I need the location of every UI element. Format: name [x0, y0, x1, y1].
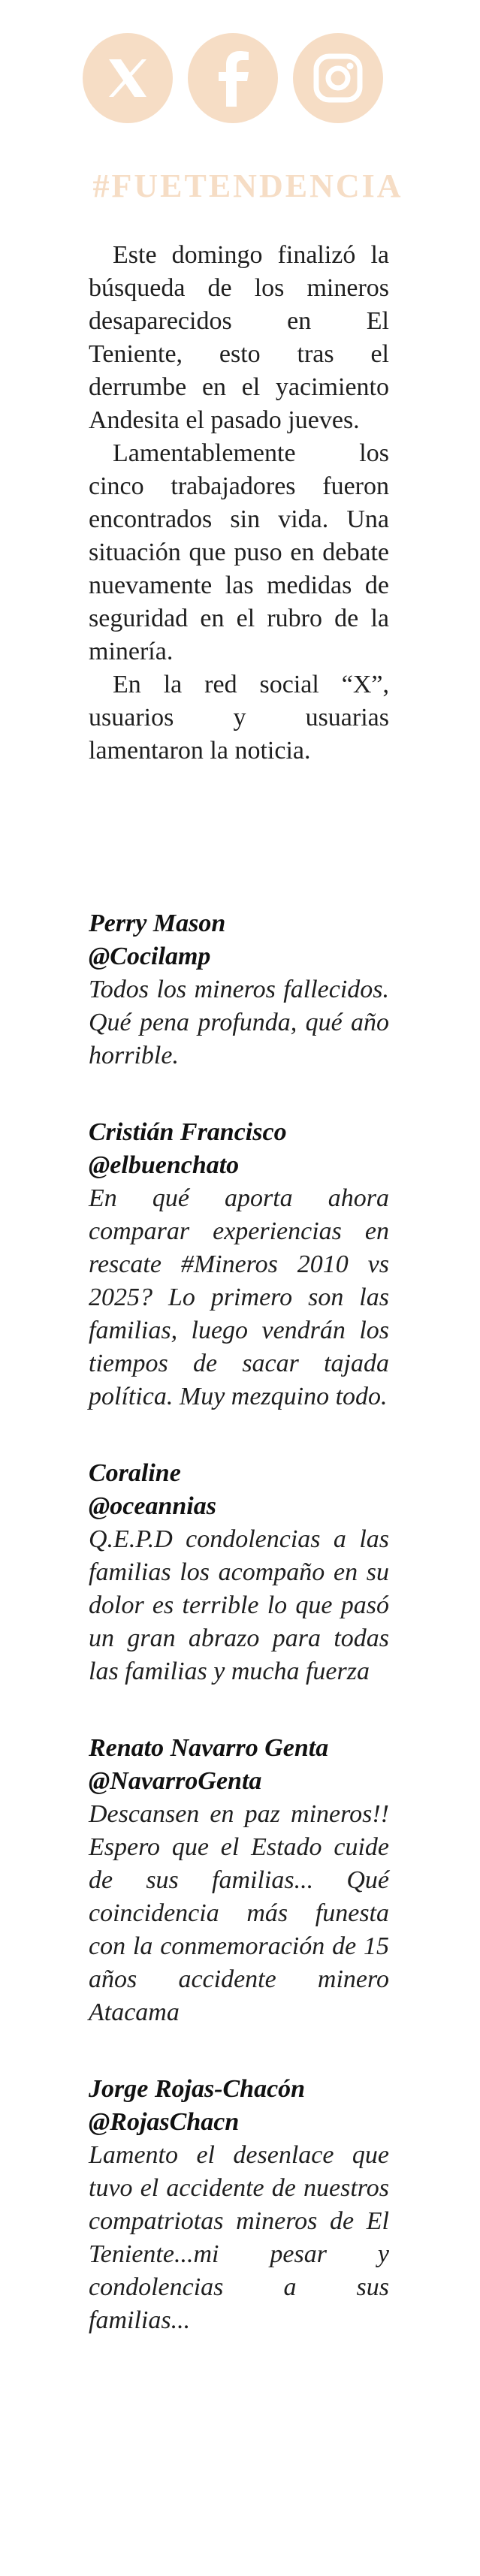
tweet-item	[89, 2073, 389, 2337]
x-icon[interactable]	[83, 33, 173, 123]
article-paragraph: Lamentablemente los cinco trabajadores fueron encontrados sin vida. Una situación que puso en debate nuevamente las medidas de seguridad en el rubro de la minería.	[89, 439, 389, 665]
article-paragraph: En la red social “X”, usuarios y usuarias lamentaron la noticia.	[89, 671, 389, 765]
social-icons	[83, 33, 383, 123]
tweet-author: Renato Navarro Genta	[89, 1734, 329, 1762]
tweet-author: Jorge Rojas-Chacón	[89, 2075, 306, 2103]
tweet-item	[89, 1116, 389, 1413]
tweet-handle: @Cocilamp	[89, 943, 211, 970]
tweet-author: Coraline	[89, 1459, 181, 1487]
facebook-icon[interactable]	[188, 33, 278, 123]
tweet-handle: @RojasChacn	[89, 2108, 240, 2136]
tweet-text: Lamento el desenlace que tuvo el accidente de nuestros compatriotas mineros de El Teniente...mi pesar y condolencias a sus familias...	[89, 2141, 389, 2334]
instagram-logo-glyph	[312, 52, 364, 104]
tweet-text: Q.E.P.D condolencias a las familias los acompaño en su dolor es terrible lo que pasó un gran abrazo para todas las familias y mucha fuerza	[89, 1525, 389, 1685]
tweet-item	[89, 1457, 389, 1688]
tweet-author: Cristián Francisco	[89, 1118, 287, 1146]
tweet-text: En qué aporta ahora comparar experiencias en rescate #Mineros 2010 vs 2025? Lo primero son las familias, luego vendrán los tiempos de sacar tajada política. Muy mezquino todo.	[89, 1184, 389, 1410]
tweet-handle: @oceannias	[89, 1492, 216, 1520]
tweet-text: Descansen en paz mineros!! Espero que el Estado cuide de sus familias... Qué coincidencia más funesta con la conmemoración de 15 años accidente minero Atacama	[89, 1800, 389, 2026]
tweet-list	[89, 907, 389, 2381]
tweet-handle: @elbuenchato	[89, 1151, 240, 1179]
tweet-item	[89, 907, 389, 1072]
x-logo-glyph	[104, 55, 151, 101]
article-paragraph: Este domingo finalizó la búsqueda de los mineros desaparecidos en El Teniente, esto tras el derrumbe en el yacimiento Andesita el pasado jueves.	[89, 241, 389, 434]
facebook-logo-glyph	[210, 48, 256, 108]
instagram-icon[interactable]	[293, 33, 383, 123]
tweet-author: Perry Mason	[89, 909, 226, 937]
article-body	[89, 239, 389, 768]
hashtag-heading: #FUETENDENCIA	[92, 167, 403, 204]
tweet-handle: @NavarroGenta	[89, 1767, 262, 1795]
tweet-item	[89, 1732, 389, 2029]
tweet-text: Todos los mineros fallecidos. Qué pena profunda, qué año horrible.	[89, 976, 389, 1069]
